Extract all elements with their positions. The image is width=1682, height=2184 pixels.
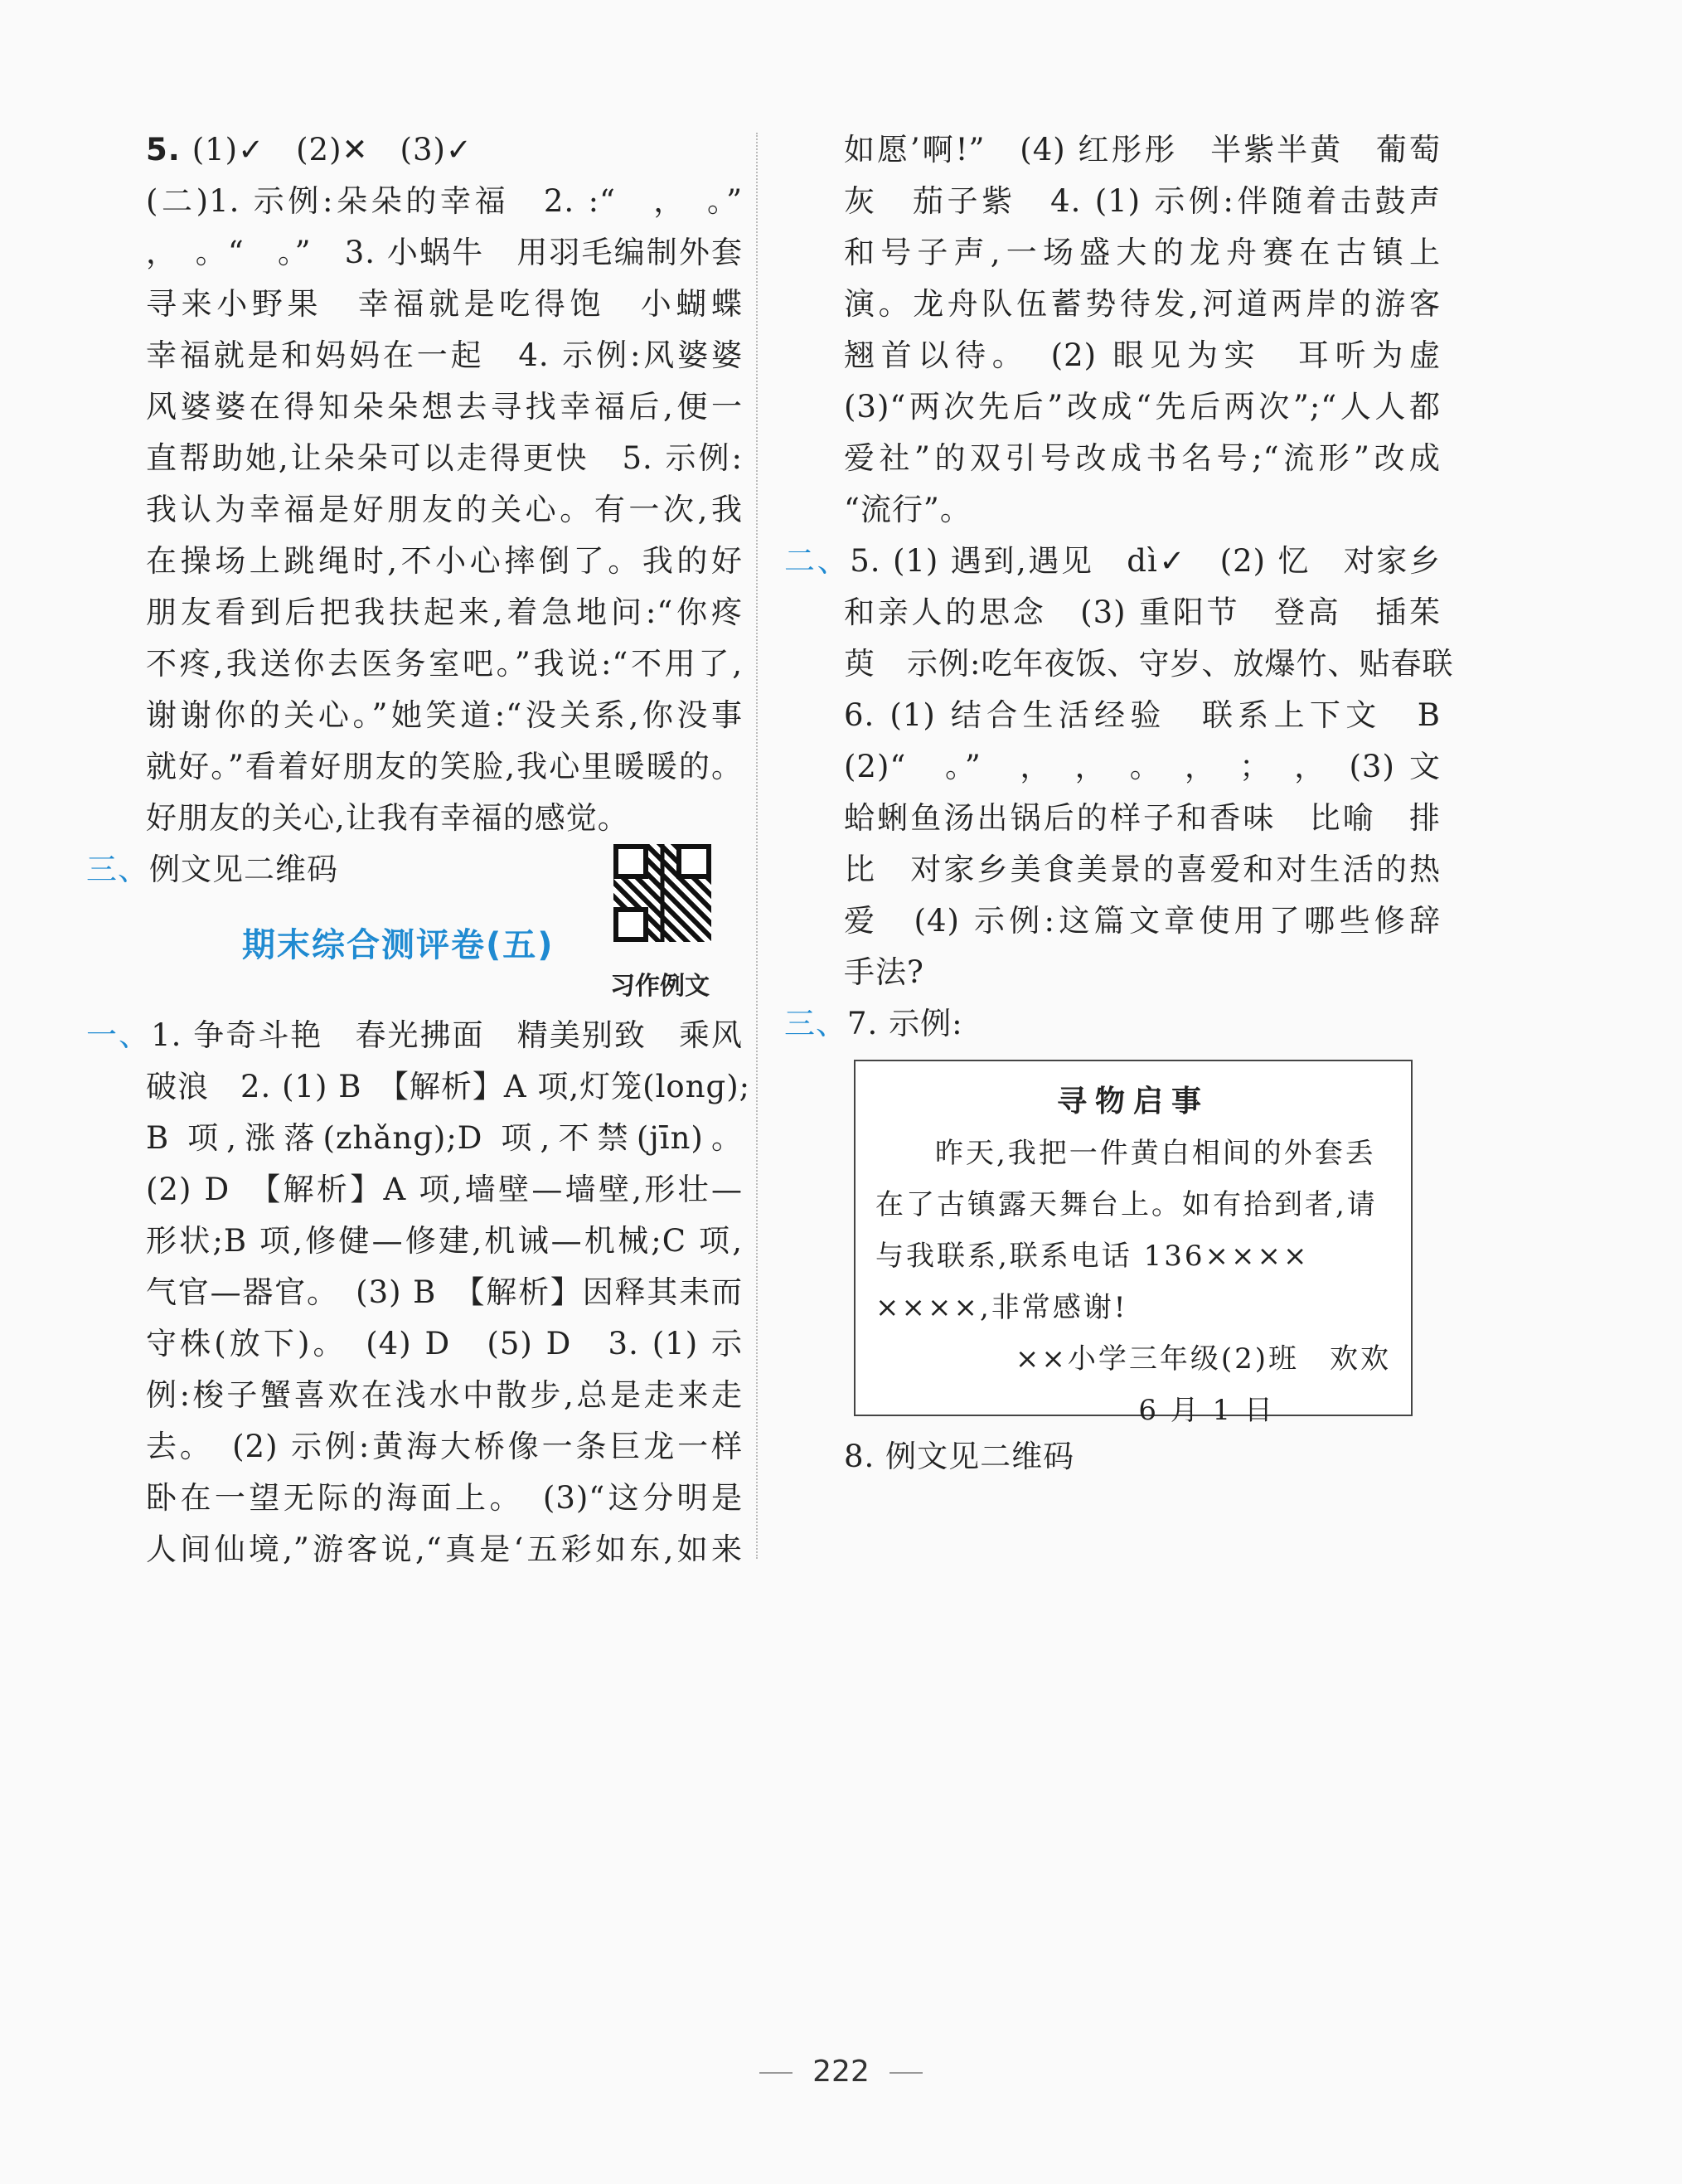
notice-line: ××××,非常感谢! xyxy=(875,1291,1128,1324)
line-text: 6. (1) 结合生活经验 联系上下文 B xyxy=(844,697,1441,733)
text-line xyxy=(844,176,1441,227)
line-text: 和号子声,一场盛大的龙舟赛在古镇上 xyxy=(844,235,1441,270)
line-text: 萸 示例:吃年夜饭、守岁、放爆竹、贴春联 xyxy=(844,646,1454,682)
text-line xyxy=(146,330,743,381)
line-text: 演。龙舟队伍蓄势待发,河道两岸的游客 xyxy=(844,286,1441,322)
text-line xyxy=(844,587,1441,638)
exam-title: 期末综合测评卷(五) xyxy=(242,926,555,964)
line-text: 去。 (2) 示例:黄海大桥像一条巨龙一样 xyxy=(146,1429,743,1464)
line-text: 直帮助她,让朵朵可以走得更快 5. 示例: xyxy=(146,440,743,476)
line-text: 爱社”的双引号改成书名号;“流形”改成 xyxy=(844,440,1441,476)
line-text: 在操场上跳绳时,不小心摔倒了。我的好 xyxy=(146,543,743,579)
line-text: 不疼,我送你去医务室吧。”我说:“不用了, xyxy=(146,646,743,682)
text-line xyxy=(146,741,743,793)
notice-title: 寻物启事 xyxy=(1056,1085,1209,1119)
text-line xyxy=(146,587,743,638)
text-line xyxy=(146,536,743,587)
line-text: 卧在一望无际的海面上。 (3)“这分明是 xyxy=(146,1480,743,1516)
section-marker: 二、 xyxy=(784,543,851,579)
text-line xyxy=(146,176,743,227)
text-line xyxy=(86,1010,743,1061)
line-text: 朋友看到后把我扶起来,着急地问:“你疼 xyxy=(146,595,743,630)
line-text: “流行”。 xyxy=(844,492,972,527)
line-text: 和亲人的思念 (3) 重阳节 登高 插茱 xyxy=(844,595,1441,630)
line-text: 守株(放下)。 (4) D (5) D 3. (1) 示 xyxy=(146,1326,743,1361)
notice-line: 昨天,我把一件黄白相间的外套丢 xyxy=(935,1137,1376,1170)
text-line xyxy=(844,690,1441,741)
line-text: 好朋友的关心,让我有幸福的感觉。 xyxy=(146,800,629,836)
line-text: 5. (1) 遇到,遇见 dì✓ (2) 忆 对家乡 xyxy=(850,543,1441,579)
line-text: 谢谢你的关心。”她笑道:“没关系,你没事 xyxy=(146,697,743,733)
line-text: 风婆婆在得知朵朵想去寻找幸福后,便一 xyxy=(146,389,743,425)
text-line xyxy=(844,433,1441,484)
notice-line: 在了古镇露天舞台上。如有拾到者,请 xyxy=(875,1188,1378,1221)
text-line xyxy=(844,844,1441,895)
notice-signature: ××小学三年级(2)班 欢欢 xyxy=(1015,1342,1391,1376)
line-text: 气官—器官。 (3) B 【解析】因释其耒而 xyxy=(146,1274,743,1310)
text-line xyxy=(146,1473,743,1524)
text-line xyxy=(146,1216,743,1267)
text-line xyxy=(844,381,1441,433)
text-line xyxy=(146,1524,743,1575)
text-line xyxy=(146,124,743,176)
line-text: 7. 示例: xyxy=(847,1006,963,1041)
text-line xyxy=(844,741,1441,793)
text-line xyxy=(146,1370,743,1421)
text-line xyxy=(146,793,743,844)
line-text: 例:梭子蟹喜欢在浅水中散步,总是走来走 xyxy=(146,1377,743,1413)
text-line xyxy=(146,1421,743,1473)
line-text: 例文见二维码 xyxy=(149,852,338,887)
text-line xyxy=(146,1267,743,1318)
text-line xyxy=(784,998,1441,1050)
text-line xyxy=(146,1164,743,1216)
line-text: 爱 (4) 示例:这篇文章使用了哪些修辞 xyxy=(844,903,1441,939)
qr-code-icon xyxy=(613,844,711,942)
line-text: 蛤蜊鱼汤出锅后的样子和香味 比喻 排 xyxy=(844,800,1441,836)
text-line xyxy=(146,381,743,433)
text-line xyxy=(146,690,743,741)
text-line xyxy=(844,484,1441,536)
line-text: 1. 争奇斗艳 春光拂面 精美别致 乘风 xyxy=(151,1017,744,1053)
text-line xyxy=(844,947,1441,998)
left-column xyxy=(86,124,743,895)
notice-date: 6 月 1 日 xyxy=(1138,1394,1275,1427)
text-line xyxy=(146,1318,743,1370)
line-text: 人间仙境,”游客说,“真是‘五彩如东,如来 xyxy=(146,1531,743,1567)
text-line xyxy=(146,638,743,690)
section-marker: 一、 xyxy=(86,1017,152,1053)
text-line xyxy=(146,1061,751,1113)
line-text: 就好。”看着好朋友的笑脸,我心里暖暖的。 xyxy=(146,749,743,784)
line-text: 如愿’啊!” (4) 红彤彤 半紫半黄 葡萄 xyxy=(844,132,1441,167)
text-line xyxy=(844,124,1441,176)
text-line xyxy=(784,536,1441,587)
line-text: 翘首以待。 (2) 眼见为实 耳听为虚 xyxy=(844,337,1441,373)
line-text: 灰 茄子紫 4. (1) 示例:伴随着击鼓声 xyxy=(844,183,1441,219)
line-text: (3)“两次先后”改成“先后两次”;“人人都 xyxy=(844,389,1441,425)
lost-item-notice xyxy=(854,1060,1413,1427)
text-line xyxy=(844,330,1441,381)
text-line xyxy=(146,433,743,484)
line-text: (2)“ 。” ， ， 。 ， ； ， (3) 文 xyxy=(844,749,1441,784)
line-text: 幸福就是和妈妈在一起 4. 示例:风婆婆 xyxy=(146,337,743,373)
text-line xyxy=(146,1113,743,1164)
page-number: 222 xyxy=(0,2055,1682,2089)
line-text: 形状;B 项,修健—修建,机诫—机械;C 项, xyxy=(146,1223,743,1259)
section-marker: 三、 xyxy=(86,852,149,887)
line-text: 破浪 2. (1) B 【解析】A 项,灯笼(lonɡ); xyxy=(146,1069,751,1104)
left-column-lower xyxy=(86,1010,751,1575)
text-line xyxy=(844,227,1441,279)
text-line xyxy=(844,793,1441,844)
line-text: B 项,涨落(zhǎnɡ);D 项,不禁(jīn)。 xyxy=(146,1120,743,1156)
right-column xyxy=(784,124,1454,1050)
line-text: (二)1. 示例:朵朵的幸福 2. :“ ， 。” xyxy=(146,183,743,219)
notice-line: 与我联系,联系电话 136×××× xyxy=(875,1240,1310,1273)
text-line xyxy=(844,895,1441,947)
text-line xyxy=(844,638,1454,690)
item-8: 8. 例文见二维码 xyxy=(844,1439,1075,1474)
line-text: 比 对家乡美食美景的喜爱和对生活的热 xyxy=(844,852,1441,887)
text-line xyxy=(146,279,743,330)
column-divider xyxy=(756,133,758,1559)
line-text: (1)✓ (2)✕ (3)✓ xyxy=(191,132,473,167)
line-text: 手法? xyxy=(844,954,924,990)
text-line xyxy=(844,279,1441,330)
text-line xyxy=(146,484,743,536)
section-marker: 三、 xyxy=(784,1006,847,1041)
line-text: ， 。“ 。” 3. 小蜗牛 用羽毛编制外套 xyxy=(146,235,743,270)
item-number: 5. xyxy=(146,132,192,167)
text-line xyxy=(146,227,743,279)
qr-label: 习作例文 xyxy=(610,972,710,1001)
line-text: (2) D 【解析】A 项,墙壁—墙壁,形壮— xyxy=(146,1172,743,1207)
line-text: 寻来小野果 幸福就是吃得饱 小蝴蝶 xyxy=(146,286,743,322)
line-text: 我认为幸福是好朋友的关心。有一次,我 xyxy=(146,492,743,527)
